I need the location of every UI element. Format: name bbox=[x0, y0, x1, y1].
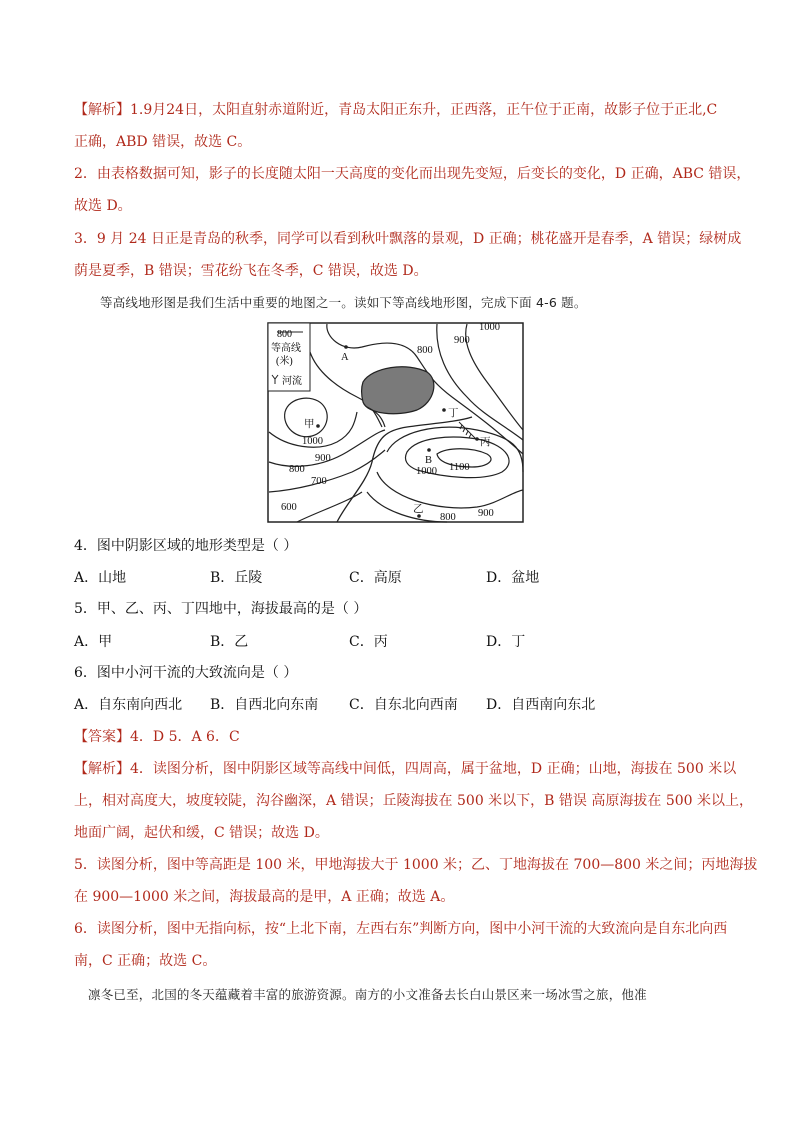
q6-option-c[interactable]: C．自东北向西南 bbox=[349, 697, 458, 713]
q5-option-a[interactable]: A．甲 bbox=[74, 634, 113, 650]
analysis-2-line-1 bbox=[74, 759, 736, 779]
legend-contour-unit: (米) bbox=[276, 356, 293, 367]
intro-questions-4-6: 等高线地形图是我们生活中重要的地图之一。读如下等高线地形图，完成下面 4-6 题。 bbox=[100, 295, 587, 310]
label-900-bottom: 900 bbox=[478, 508, 494, 519]
question-6-stem: 6．图中小河干流的大致流向是（ ） bbox=[74, 665, 298, 681]
q6-option-b[interactable]: B．自西北向东南 bbox=[210, 697, 319, 713]
answer-text: 4．D 5．A 6．C bbox=[130, 729, 240, 745]
legend-contour-label: 等高线 bbox=[271, 343, 301, 354]
q5-option-b[interactable]: B．乙 bbox=[210, 634, 249, 650]
point-bing-dot bbox=[475, 437, 479, 441]
label-point-yi: 乙 bbox=[413, 504, 424, 515]
q4-option-c[interactable]: C．高原 bbox=[349, 570, 402, 586]
analysis-2-text: 4．读图分析，图中阴影区域等高线中间低，四周高，属于盆地，D 正确；山地，海拔在 500 米以 bbox=[130, 761, 737, 777]
analysis-2-line-4: 5．读图分析，图中等高距是 100 米，甲地海拔大于 1000 米；乙、丁地海拔在 700—800 米之间；丙地海拔 bbox=[74, 857, 758, 873]
label-900-left: 900 bbox=[315, 453, 331, 464]
point-a-dot bbox=[344, 345, 348, 349]
label-point-ding: 丁 bbox=[448, 408, 459, 419]
q6-option-a[interactable]: A．自东南向西北 bbox=[74, 697, 183, 713]
legend-river-label: 河流 bbox=[282, 376, 302, 387]
label-700: 700 bbox=[311, 476, 327, 487]
analysis-q2-line-1: 2．由表格数据可知，影子的长度随太阳一天高度的变化而出现先变短，后变长的变化，D 正确，ABC 错误， bbox=[74, 166, 751, 182]
analysis-1-line-1 bbox=[74, 100, 717, 120]
analysis-q3-line-2: 荫是夏季，B 错误；雪花纷飞在冬季，C 错误，故选 D。 bbox=[74, 263, 428, 279]
contour-map bbox=[267, 322, 525, 524]
q5-option-c[interactable]: C．丙 bbox=[349, 634, 388, 650]
analysis-1-line-2: 正确，ABD 错误，故选 C。 bbox=[74, 134, 252, 150]
label-800-left: 800 bbox=[289, 464, 305, 475]
label-1100: 1100 bbox=[449, 462, 470, 473]
q6-option-d[interactable]: D．自西南向东北 bbox=[486, 697, 596, 713]
label-1000-jia: 1000 bbox=[302, 436, 323, 447]
q5-option-d[interactable]: D．丁 bbox=[486, 634, 526, 650]
label-900-top: 900 bbox=[454, 335, 470, 346]
basin-shaded-area bbox=[362, 367, 434, 414]
analysis-2-tag: 【解析】 bbox=[74, 761, 130, 777]
analysis-q2-line-2: 故选 D。 bbox=[74, 198, 132, 214]
intro-next-section: 凛冬已至，北国的冬天蕴藏着丰富的旅游资源。南方的小文准备去长白山景区来一场冰雪之旅，他准 bbox=[88, 987, 647, 1002]
label-1000-b: 1000 bbox=[416, 466, 437, 477]
label-800-bottom: 800 bbox=[440, 512, 456, 523]
point-jia-dot bbox=[316, 424, 320, 428]
question-5-stem: 5．甲、乙、丙、丁四地中，海拔最高的是（ ） bbox=[74, 601, 368, 617]
label-point-jia: 甲 bbox=[304, 419, 315, 430]
analysis-2-line-5: 在 900—1000 米之间，海拔最高的是甲，A 正确；故选 A。 bbox=[74, 889, 455, 905]
analysis-2-line-3: 地面广阔，起伏和缓，C 错误；故选 D。 bbox=[74, 825, 329, 841]
label-1000-top: 1000 bbox=[479, 322, 500, 333]
q4-option-d[interactable]: D．盆地 bbox=[486, 570, 540, 586]
label-600: 600 bbox=[281, 502, 297, 513]
analysis-2-line-6: 6．读图分析，图中无指向标，按“上北下南，左西右东”判断方向，图中小河干流的大致流向是自东北向西 bbox=[74, 921, 728, 937]
analysis-2-line-7: 南，C 正确；故选 C。 bbox=[74, 953, 217, 969]
analysis-2-line-2: 上，相对高度大，坡度较陡，沟谷幽深，A 错误；丘陵海拔在 500 米以下，B 错误 高原海拔在 500 米以上， bbox=[74, 793, 753, 809]
point-b-dot bbox=[427, 448, 431, 452]
answer-tag: 【答案】 bbox=[74, 729, 130, 745]
label-point-bing: 丙 bbox=[480, 437, 491, 448]
q4-option-b[interactable]: B．丘陵 bbox=[210, 570, 263, 586]
point-ding-dot bbox=[442, 408, 446, 412]
question-4-stem: 4．图中阴影区域的地形类型是（ ） bbox=[74, 538, 298, 554]
legend-contour-value: 800 bbox=[277, 329, 292, 340]
analysis-tag: 【解析】 bbox=[74, 102, 130, 118]
analysis-text: 1.9月24日，太阳直射赤道附近，青岛太阳正东升，正西落，正午位于正南，故影子位于正北,C bbox=[130, 102, 718, 118]
label-800-top: 800 bbox=[417, 345, 433, 356]
analysis-q3-line-1: 3．9 月 24 日正是青岛的秋季，同学可以看到秋叶飘落的景观，D 正确；桃花盛开是春季，A 错误；绿树成 bbox=[74, 231, 742, 247]
q4-option-a[interactable]: A．山地 bbox=[74, 570, 127, 586]
label-point-b: B bbox=[425, 455, 433, 466]
label-point-a: A bbox=[341, 352, 349, 363]
answer-line bbox=[74, 727, 240, 747]
